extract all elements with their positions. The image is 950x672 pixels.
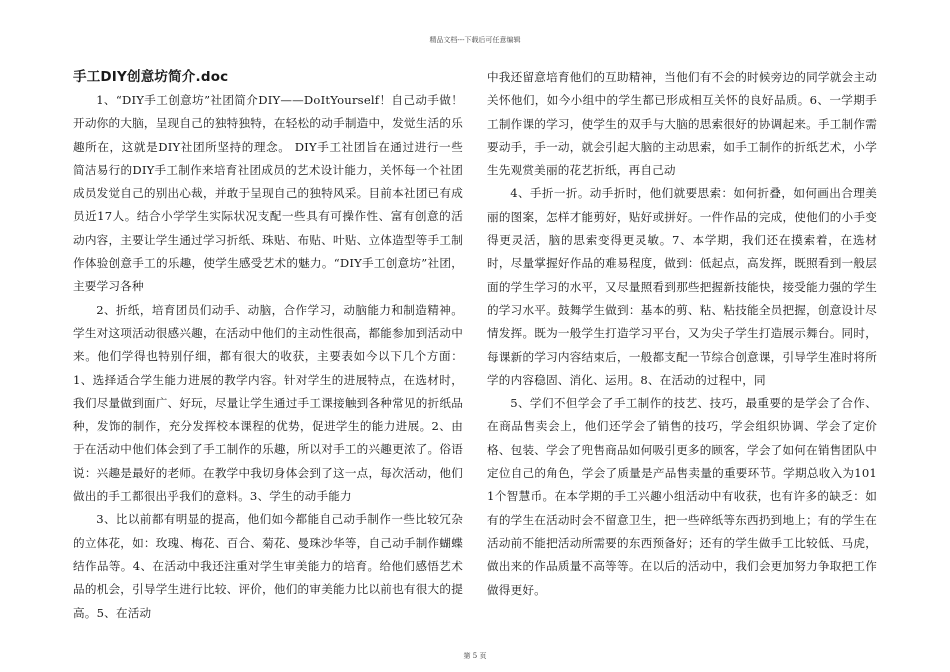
paragraph-2: 2、折纸，培育团员们动手、动脑，合作学习，动脑能力和制造精神。学生对这项活动很感兴趣，在活动中他们的主动性很高，都能参加到活动中来。他们学得也特别仔细，都有很大的收获，主要表如今以下几个方面：1、选择适合学生能力进展的教学内容。针对学生的进展特点，在选材时，我们尽量做到面广、好玩，尽量让学生通过手工课接触到各种常见的折纸品种，发饰的制作，充分发挥校本课程的优势，促进学生的能力进展。2、由于在活动中他们体会到了手工制作的乐趣，所以对手工的兴趣更浓了。俗语说：兴趣是最好的老师。在教学中我切身体会到了这一点，每次活动，他们做出的手工都很出乎我们的意料。3、学生的动手能力 bbox=[73, 302, 463, 504]
paragraph-1: 1、“DIY手工创意坊”社团简介DIY——DoItYourself！自己动手做！开动你的大脑，呈现自己的独特独特，在轻松的动手制造中，发觉生活的乐趣所在，这就是DIY社团所坚持的理念。 DIY手工社团旨在通过进行一些简洁易行的DIY手工制作来培育社团成员的艺术设计能力，关怀每一个社团成员发觉自己的别出心裁，并敢于呈现自己的独特风采。目前本社团已有成员近17人。结合小学学生实际状况支配一些具有可操作性、富有创意的活动内容，主要让学生通过学习折纸、珠贴、布贴、叶贴、立体造型等手工制作体验创意手工的乐趣，使学生感受艺术的魅力。“DIY手工创意坊”社团，主要学习各种 bbox=[73, 93, 463, 294]
paragraph-3: 3、比以前都有明显的提高，他们如今都能自己动手制作一些比较冗杂的立体花，如：玫瑰、梅花、百合、菊花、曼珠沙华等，自己动手制作蝴蝶结作品等。4、在活动中我还注重对学生审美能力的培育。给他们感悟艺术品的机会，引导学生进行比较、评价，他们的审美能力比以前也有很大的提高。5、在活动 bbox=[73, 512, 463, 620]
document-title: 手工DIY创意坊简介.doc bbox=[73, 69, 229, 85]
paragraph-3-continued: 中我还留意培育他们的互助精神，当他们有不会的时候旁边的同学就会主动关怀他们，如今小组中的学生都已形成相互关怀的良好品质。6、一学期手工制作课的学习，使学生的双手与大脑的思索很好的协调起来。手工制作需要动手，手一动，就会引起大脑的主动思索，如手工制作的折纸艺术，小学生先观赏美丽的花艺折纸，再自己动 bbox=[487, 70, 877, 178]
page-number: 第 5 页 bbox=[463, 652, 487, 660]
right-column bbox=[487, 66, 877, 602]
page-header-note: 精品文档---下载后可任意编辑 bbox=[429, 36, 521, 44]
left-column bbox=[73, 66, 463, 625]
paragraph-4: 4、手折一折。动手折时，他们就要思索：如何折叠，如何画出合理美丽的图案，怎样才能剪好，贴好或拼好。一件作品的完成，使他们的小手变得更灵活，脑的思索变得更灵敏。7、本学期，我们还在摸索着，在选材时，尽量掌握好作品的难易程度，做到：低起点，高发挥，既照看到一般层面的学生学习的水平，又尽量照看到那些把握新技能快，接受能力强的学生的学习水平。鼓舞学生做到：基本的剪、粘、粘技能全员把握，创意设计尽情发挥。既为一般学生打造学习平台，又为尖子学生打造展示舞台。同时，每课新的学习内容结束后，一般都支配一节综合创意课，引导学生准时将所学的内容稳固、消化、运用。8、在活动的过程中，同 bbox=[487, 186, 877, 387]
paragraph-5: 5、学们不但学会了手工制作的技艺、技巧，最重要的是学会了合作、在商品售卖会上，他们还学会了销售的技巧，学会组织协调、学会了定价格、包装、学会了兜售商品如何吸引更多的顾客，学会了如何在销售团队中定位自己的角色，学会了质量是产品售卖量的重要环节。学期总收入为1011个智慧币。在本学期的手工兴趣小组活动中有收获，也有许多的缺乏：如有的学生在活动时会不留意卫生，把一些碎纸等东西扔到地上；有的学生在活动前不能把活动所需要的东西预备好；还有的学生做手工比较低、马虎，做出来的作品质量不高等等。在以后的活动中，我们会更加努力争取把工作做得更好。 bbox=[487, 396, 877, 597]
